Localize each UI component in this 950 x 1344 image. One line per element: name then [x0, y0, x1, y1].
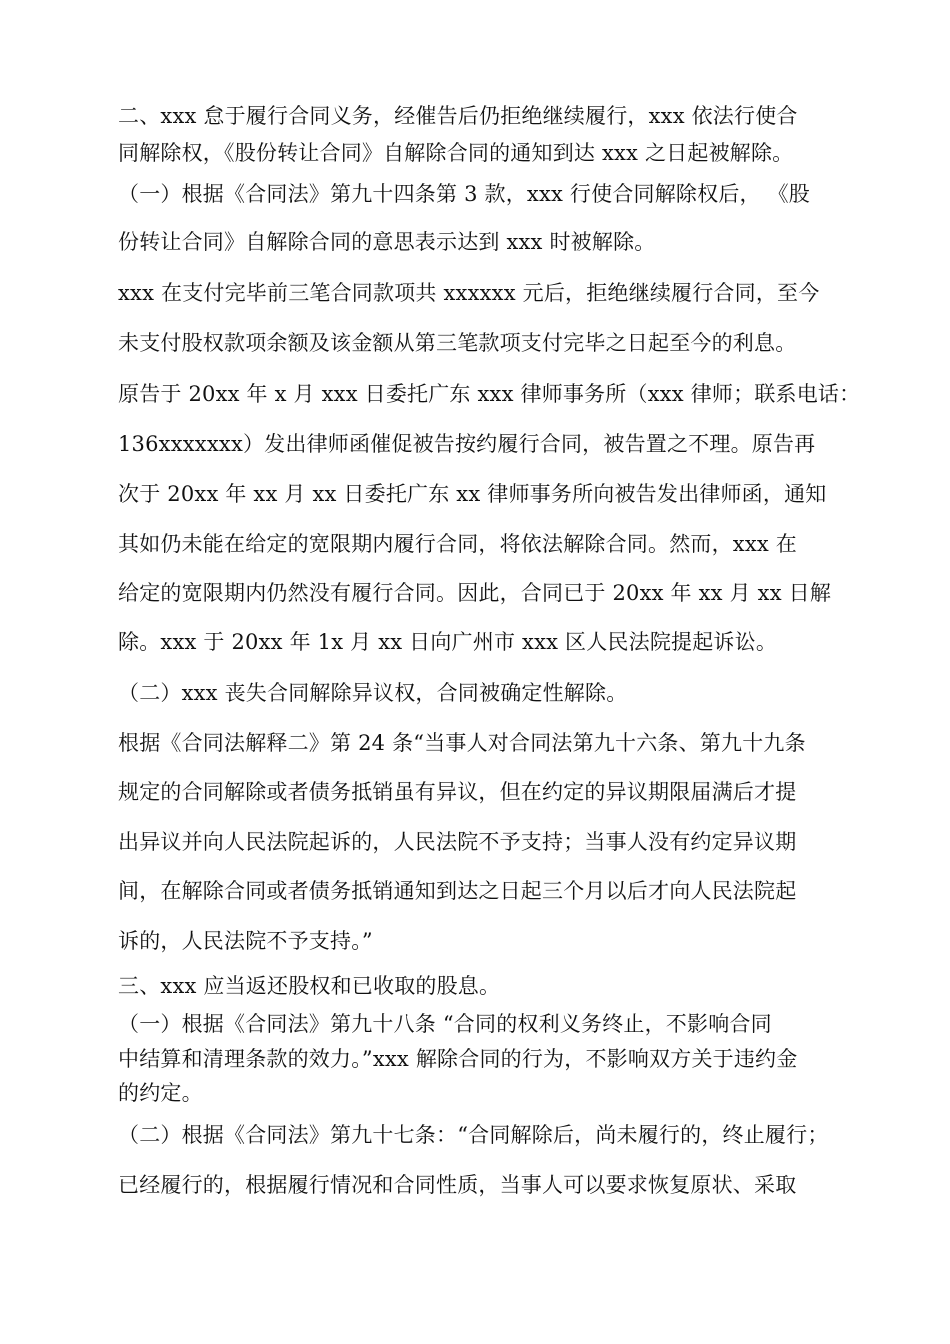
text-line: 其如仍未能在给定的宽限期内履行合同，将依法解除合同。然而，xxx 在: [118, 532, 798, 556]
text-line: 原告于 20xx 年 x 月 xxx 日委托广东 xxx 律师事务所（xxx 律师；联系电话：: [118, 382, 861, 406]
text-line: 根据《合同法解释二》第 24 条“当事人对合同法第九十六条、第九十九条: [118, 731, 806, 755]
text-line: 次于 20xx 年 xx 月 xx 日委托广东 xx 律师事务所向被告发出律师函，通知: [118, 482, 827, 506]
text-line: （一）根据《合同法》第九十八条 “合同的权利义务终止，不影响合同: [118, 1012, 772, 1036]
text-line: 中结算和清理条款的效力。”xxx 解除合同的行为，不影响双方关于违约金: [118, 1047, 798, 1071]
text-line: 三、xxx 应当返还股权和已收取的股息。: [118, 974, 501, 998]
text-line: （二）根据《合同法》第九十七条：“合同解除后，尚未履行的，终止履行；: [118, 1123, 829, 1147]
text-line: 间，在解除合同或者债务抵销通知到达之日起三个月以后才向人民法院起: [118, 879, 797, 903]
text-line: （一）根据《合同法》第九十四条第 3 款，xxx 行使合同解除权后， 《股: [118, 182, 810, 206]
text-line: 的约定。: [118, 1081, 203, 1105]
text-line: 未支付股权款项余额及该金额从第三笔款项支付完毕之日起至今的利息。: [118, 331, 797, 355]
text-line: 诉的，人民法院不予支持。”: [118, 929, 373, 953]
text-line: 规定的合同解除或者债务抵销虽有异议，但在约定的异议期限届满后才提: [118, 780, 797, 804]
text-line: （二）xxx 丧失合同解除异议权，合同被确定性解除。: [118, 681, 628, 705]
text-line: 已经履行的，根据履行情况和合同性质，当事人可以要求恢复原状、采取: [118, 1173, 797, 1197]
text-line: 给定的宽限期内仍然没有履行合同。因此，合同已于 20xx 年 xx 月 xx 日解: [118, 581, 832, 605]
text-line: 二、xxx 怠于履行合同义务，经催告后仍拒绝继续履行，xxx 依法行使合: [118, 104, 798, 128]
text-line: 136xxxxxxx）发出律师函催促被告按约履行合同，被告置之不理。原告再: [118, 432, 816, 456]
text-line: xxx 在支付完毕前三笔合同款项共 xxxxxx 元后，拒绝继续履行合同，至今: [118, 281, 820, 305]
text-line: 份转让合同》自解除合同的意思表示达到 xxx 时被解除。: [118, 230, 656, 254]
text-line: 除。xxx 于 20xx 年 1x 月 xx 日向广州市 xxx 区人民法院提起诉讼。: [118, 630, 778, 654]
text-line: 出异议并向人民法院起诉的，人民法院不予支持；当事人没有约定异议期: [118, 830, 797, 854]
text-line: 同解除权，《股份转让合同》自解除合同的通知到达 xxx 之日起被解除。: [118, 141, 794, 165]
